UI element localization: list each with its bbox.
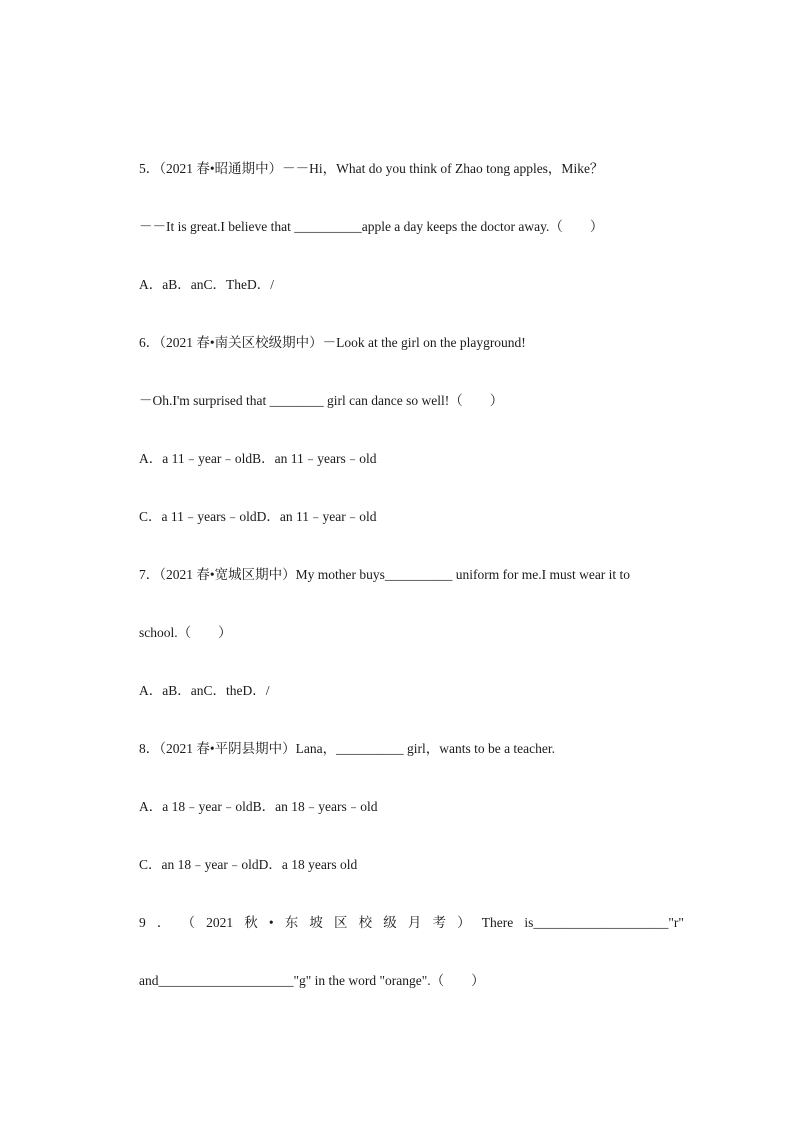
q9-token: 级 xyxy=(383,915,397,930)
question-6-stem: 6．（2021 春•南关区校级期中）－Look at the girl on the playground! xyxy=(139,335,526,350)
question-6-options-cd: C．a 11﹣years﹣oldD．an 11﹣year﹣old xyxy=(139,509,377,524)
q9-token: 月 xyxy=(407,915,422,930)
question-5-sentence: －－It is great.I believe that __________apple a day keeps the doctor away.（ ） xyxy=(139,219,604,234)
q9-token: There xyxy=(481,915,514,930)
q9-token: is____________________"r" xyxy=(524,915,684,930)
q9-token: 9 xyxy=(139,915,146,930)
question-7-options: A．aB．anC．theD．/ xyxy=(139,683,270,698)
question-9-stem xyxy=(139,914,684,932)
q9-token: 东 xyxy=(284,915,299,930)
question-6-sentence: －Oh.I'm surprised that ________ girl can dance so well!（ ） xyxy=(139,393,504,408)
q9-token: 区 xyxy=(333,915,348,930)
question-8-options-cd: C．an 18﹣year﹣oldD．a 18 years old xyxy=(139,857,358,872)
q9-token: 秋 xyxy=(244,915,258,930)
q9-token: 考 xyxy=(432,915,446,930)
q9-token: • xyxy=(268,915,274,930)
question-5-stem: 5．（2021 春•昭通期中）－－Hi，What do you think of Zhao tong apples，Mike？ xyxy=(139,161,604,176)
q9-token: ． xyxy=(156,915,171,930)
q9-token: ） xyxy=(457,915,471,930)
question-9-stem-cont: and____________________"g" in the word "orange".（ ） xyxy=(139,973,485,988)
question-6-options-ab: A．a 11﹣year﹣oldB．an 11﹣years﹣old xyxy=(139,451,377,466)
question-7-stem: 7．（2021 春•宽城区期中）My mother buys__________ uniform for me.I must wear it to xyxy=(139,567,631,582)
q9-token: 坡 xyxy=(309,915,323,930)
q9-token: 校 xyxy=(358,915,373,930)
question-8-options-ab: A．a 18﹣year﹣oldB．an 18﹣years﹣old xyxy=(139,799,378,814)
question-5-options: A．aB．anC．TheD．/ xyxy=(139,277,274,292)
q9-token: （ xyxy=(181,915,195,930)
question-7-stem-cont: school.（ ） xyxy=(139,625,232,640)
question-8-stem: 8．（2021 春•平阴县期中）Lana，__________ girl，wants to be a teacher. xyxy=(139,741,556,756)
q9-token: 2021 xyxy=(206,915,234,930)
